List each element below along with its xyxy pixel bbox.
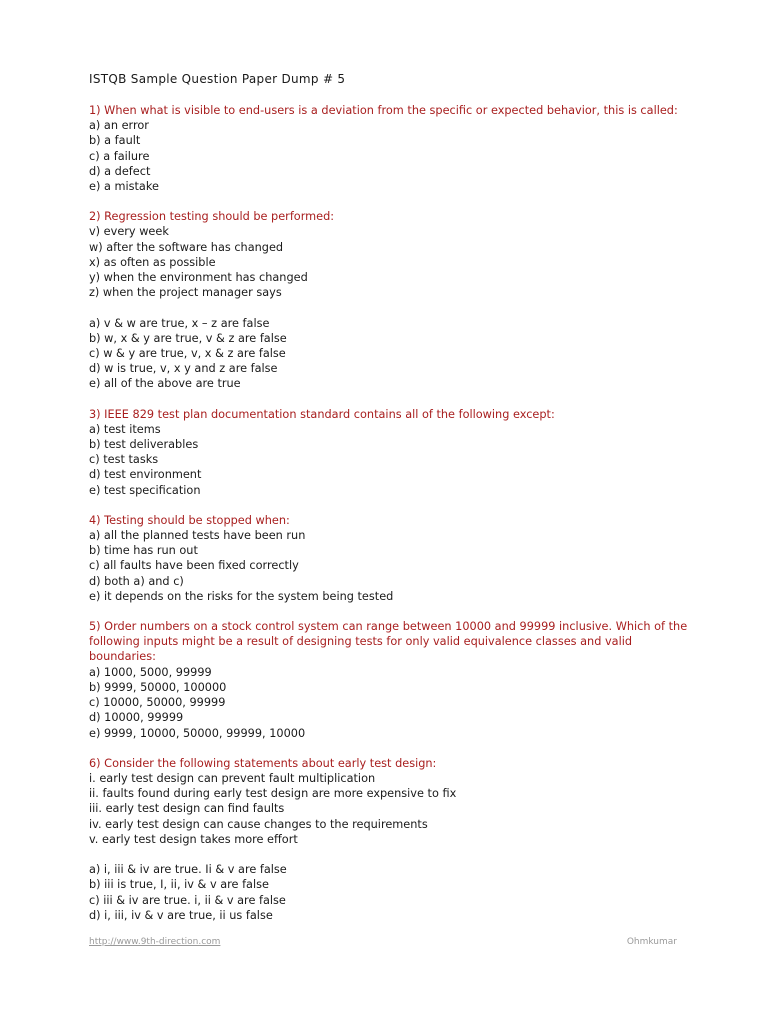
answer-option: d) test environment xyxy=(89,468,202,482)
answer-option: b) time has run out xyxy=(89,544,198,558)
statement-item: v. early test design takes more effort xyxy=(89,832,298,846)
answer-option: d) w is true, v, x y and z are false xyxy=(89,362,278,376)
statement-item: v) every week xyxy=(89,225,169,239)
spacer xyxy=(89,300,689,315)
answer-option: b) test deliverables xyxy=(89,438,199,452)
question-6 xyxy=(89,756,689,923)
statement-item: w) after the software has changed xyxy=(89,240,284,254)
statement-item: ii. faults found during early test design are more expensive to fix xyxy=(89,787,457,801)
question-1 xyxy=(89,103,689,194)
question-text: 3) IEEE 829 test plan documentation standard contains all of the following except: xyxy=(89,407,555,421)
question-2 xyxy=(89,209,689,391)
answer-option: b) 9999, 50000, 100000 xyxy=(89,680,227,694)
answer-option: e) all of the above are true xyxy=(89,377,241,391)
answer-option: b) iii is true, I, ii, iv & v are false xyxy=(89,878,269,892)
answer-option: a) an error xyxy=(89,119,149,133)
answer-option: e) test specification xyxy=(89,483,201,497)
answer-option: c) test tasks xyxy=(89,453,159,467)
answer-option: d) both a) and c) xyxy=(89,574,184,588)
statement-item: iv. early test design can cause changes to the requirements xyxy=(89,817,428,831)
question-5 xyxy=(89,619,689,741)
answer-option: b) w, x & y are true, v & z are false xyxy=(89,331,287,345)
answer-option: c) iii & iv are true. i, ii & v are false xyxy=(89,893,286,907)
answer-option: a) all the planned tests have been run xyxy=(89,529,306,543)
answer-option: e) a mistake xyxy=(89,180,159,194)
question-3 xyxy=(89,407,689,498)
question-list xyxy=(89,103,689,923)
answer-option: a) test items xyxy=(89,422,161,436)
question-text: 6) Consider the following statements about early test design: xyxy=(89,756,437,770)
question-4 xyxy=(89,513,689,604)
question-text: 2) Regression testing should be performed: xyxy=(89,210,335,224)
statement-item: z) when the project manager says xyxy=(89,286,282,300)
answer-option: c) w & y are true, v, x & z are false xyxy=(89,347,286,361)
answer-option: b) a fault xyxy=(89,134,141,148)
question-text: 4) Testing should be stopped when: xyxy=(89,513,290,527)
footer-author: Ohmkumar xyxy=(626,937,677,947)
answer-option: d) a defect xyxy=(89,164,151,178)
question-text: 5) Order numbers on a stock control system can range between 10000 and 99999 inclusive. Which of the following inputs might be a result of designing tests for only valid equivalence classes and valid boundaries: xyxy=(89,620,688,664)
answer-option: a) 1000, 5000, 99999 xyxy=(89,665,212,679)
document-title: ISTQB Sample Question Paper Dump # 5 xyxy=(89,72,346,86)
statement-item: x) as often as possible xyxy=(89,255,216,269)
statement-item: iii. early test design can find faults xyxy=(89,802,285,816)
answer-option: e) it depends on the risks for the system being tested xyxy=(89,589,394,603)
answer-option: c) all faults have been fixed correctly xyxy=(89,559,299,573)
answer-option: d) i, iii, iv & v are true, ii us false xyxy=(89,908,273,922)
spacer xyxy=(89,847,689,862)
statement-item: y) when the environment has changed xyxy=(89,271,308,285)
document-page xyxy=(89,72,689,938)
statement-item: i. early test design can prevent fault multiplication xyxy=(89,771,376,785)
answer-option: c) 10000, 50000, 99999 xyxy=(89,696,226,710)
footer-link[interactable]: http://www.9th-direction.com xyxy=(89,937,221,947)
answer-option: a) v & w are true, x – z are false xyxy=(89,316,270,330)
question-text: 1) When what is visible to end-users is a deviation from the specific or expected behavior, this is called: xyxy=(89,104,678,117)
answer-option: c) a failure xyxy=(89,149,150,163)
answer-option: d) 10000, 99999 xyxy=(89,711,184,725)
answer-option: a) i, iii & iv are true. Ii & v are false xyxy=(89,863,287,877)
answer-option: e) 9999, 10000, 50000, 99999, 10000 xyxy=(89,726,306,740)
